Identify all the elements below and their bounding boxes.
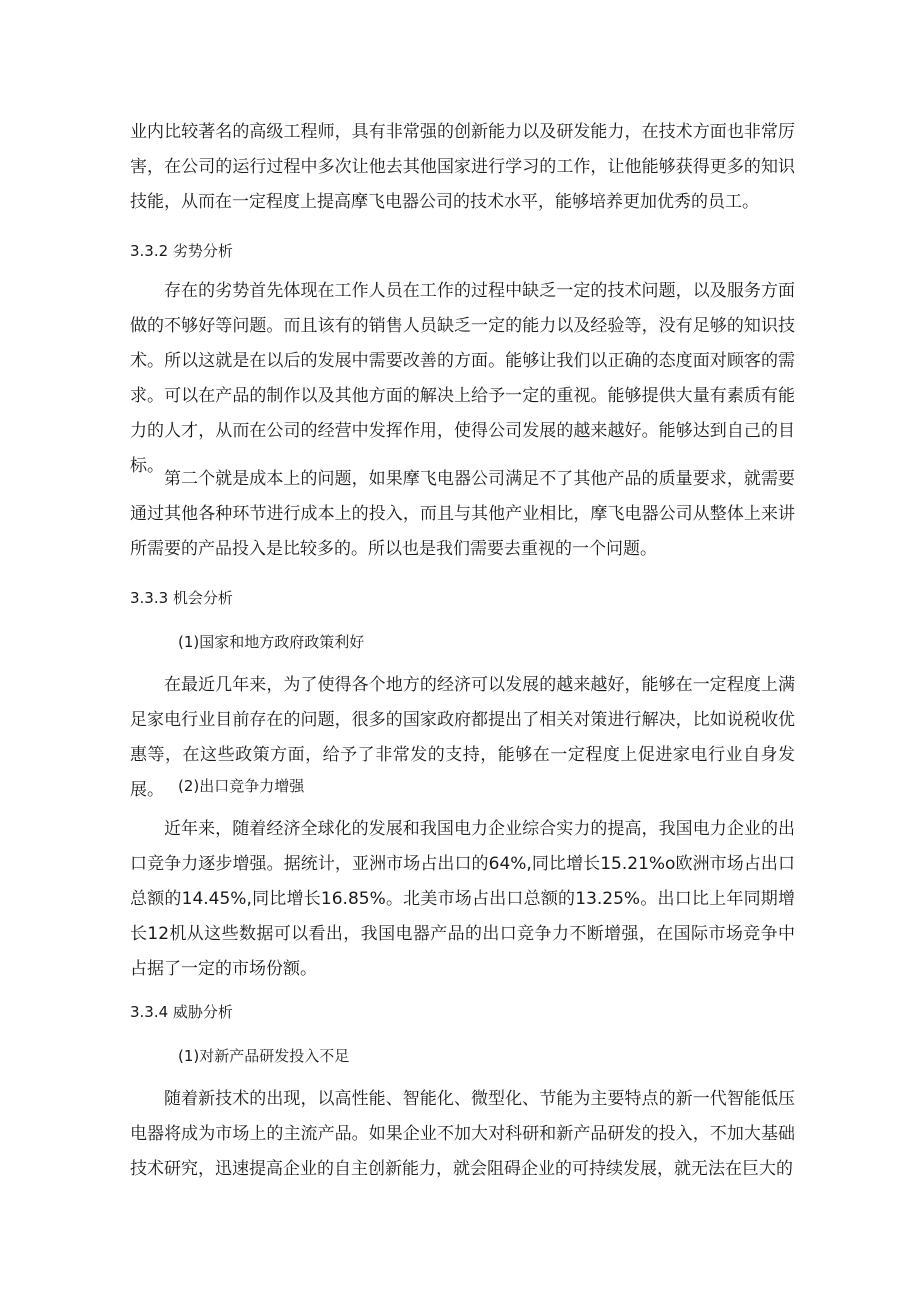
paragraph-weakness-skills: 存在的劣势首先体现在工作人员在工作的过程中缺乏一定的技术问题，以及服务方面做的不够好等问题。而且该有的销售人员缺乏一定的能力以及经验等，没有足够的知识技术。所以这就是在以后的发展中需要改善的方面。能够让我们以正确的态度面对顾客的需求。可以在产品的制作以及其他方面的解决上给予一定的重视。能够提供大量有素质有能力的人才，从而在公司的经营中发挥作用，使得公司发展的越来越好。能够达到自己的目标。	[130, 281, 795, 476]
paragraph-policy: 在最近几年来，为了使得各个地方的经济可以发展的越来越好，能够在一定程度上满足家电行业目前存在的问题，很多的国家政府都提出了相关对策进行解决，比如说税收优惠等，在这些政策方面，给予了非常发的支持，能够在一定程度上促进家电行业自身发展。	[130, 675, 795, 800]
section-heading-opportunity: 3.3.3 机会分析	[130, 589, 233, 607]
paragraph-weakness-cost: 第二个就是成本上的问题，如果摩飞电器公司满足不了其他产品的质量要求，就需要通过其他各种环节进行成本上的投入，而且与其他产业相比，摩飞电器公司从整体上来讲所需要的产品投入是比较多的。所以也是我们需要去重视的一个问题。	[130, 469, 795, 559]
paragraph-export: 近年来，随着经济全球化的发展和我国电力企业综合实力的提高，我国电力企业的出口竞争力逐步增强。据统计，亚洲市场占出口的64%,同比增长15.21%o欧洲市场占出口总额的14.45%,同比增长16.85%。北美市场占出口总额的13.25%。出口比上年同期增长12机从这些数据可以看出，我国电器产品的出口竞争力不断增强，在国际市场竞争中占据了一定的市场份额。	[130, 819, 795, 979]
section-heading-weakness: 3.3.2 劣势分析	[130, 242, 233, 260]
paragraph-rnd: 随着新技术的出现，以高性能、智能化、微型化、节能为主要特点的新一代智能低压电器将成为市场上的主流产品。如果企业不加大对科研和新产品研发的投入，不加大基础技术研究，迅速提高企业的自主创新能力，就会阻碍企业的可持续发展，就无法在巨大的	[130, 1089, 795, 1179]
section-heading-threat: 3.3.4 威胁分析	[130, 1003, 233, 1021]
list-item-rnd: (1)对新产品研发投入不足	[178, 1047, 350, 1065]
paragraph-engineer-strength: 业内比较著名的高级工程师，具有非常强的创新能力以及研发能力，在技术方面也非常厉害，在公司的运行过程中多次让他去其他国家进行学习的工作，让他能够获得更多的知识技能，从而在一定程度上提高摩飞电器公司的技术水平，能够培养更加优秀的员工。	[130, 122, 795, 212]
list-item-export: (2)出口竞争力增强	[178, 777, 305, 795]
list-item-policy: (1)国家和地方政府政策利好	[178, 633, 365, 651]
